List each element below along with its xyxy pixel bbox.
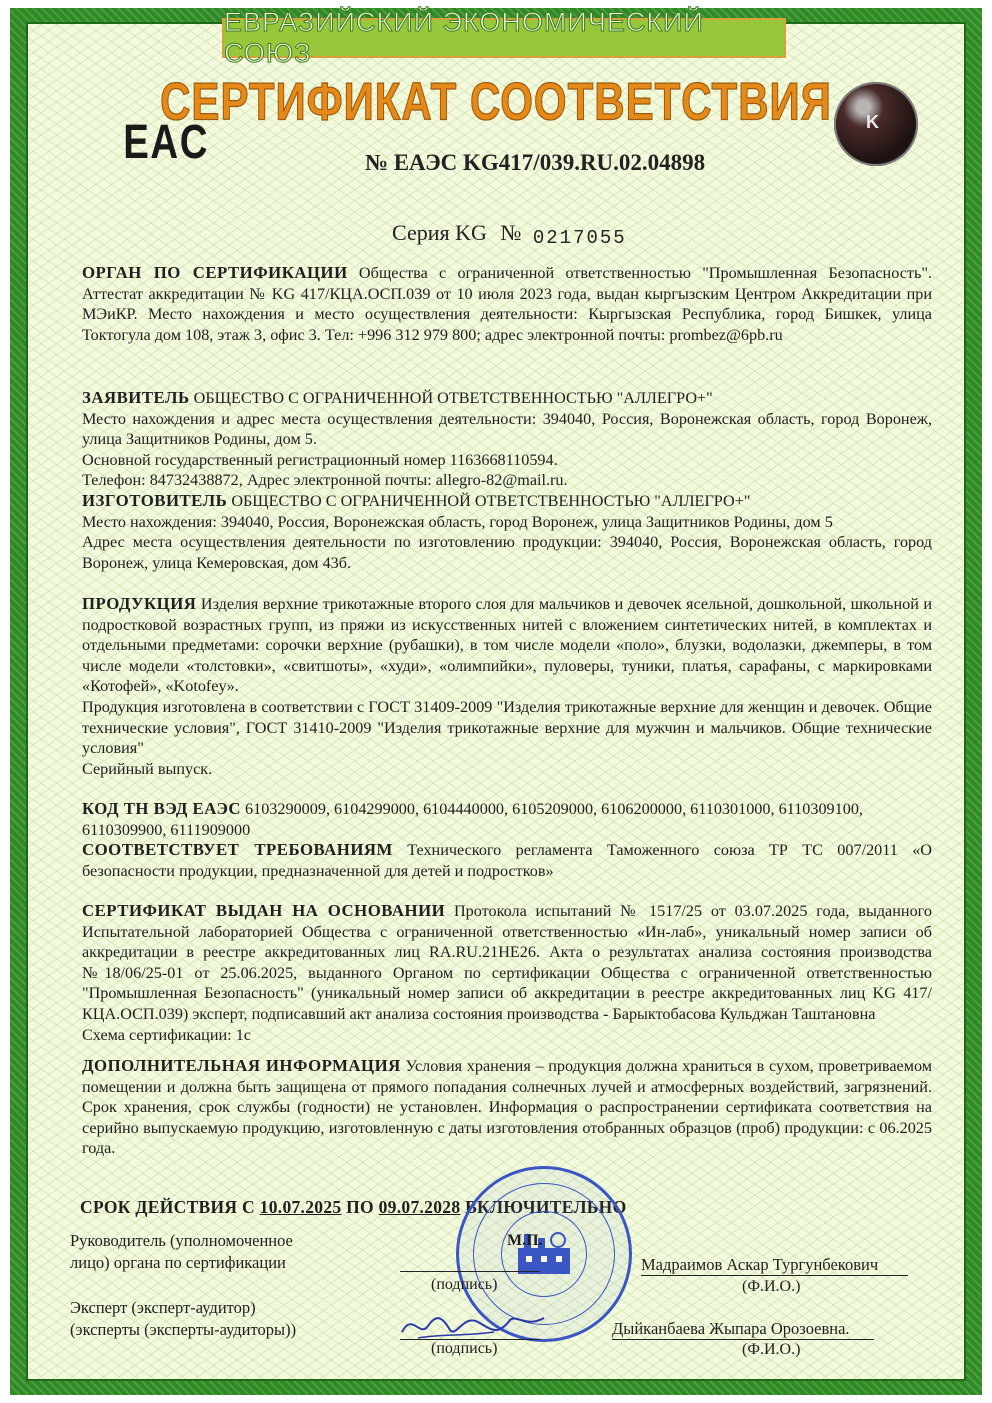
head-name-line: [641, 1275, 908, 1276]
applicant-contacts: Телефон: 84732438872, Адрес электронной почты: allegro-82@mail.ru.: [82, 471, 568, 490]
section-hs-code: [82, 799, 932, 840]
product-heading: ПРОДУКЦИЯ: [82, 594, 197, 613]
expert-name-caption: (Ф.И.О.): [742, 1341, 801, 1358]
expert-signature-caption: (подпись): [431, 1340, 498, 1357]
section-compliance: [82, 840, 932, 881]
cert-body-text: Общества с ограниченной ответственностью "Промышленная Безопасность". Аттестат аккредитации № KG 417/КЦА.ОСП.039 от 10 июля 2023 года, выдан кыргызским Центром Аккредитации при МЭиКР. Место нахождения и место осуществления деятельности: Кыргызская Республика, город Бишкек, улица Токтогула дом 108, этаж 3, офис 3. Тел: +996 312 979 800; адрес электронной почты: prombez@6pb.ru: [82, 264, 932, 344]
expert-label-line1: Эксперт (эксперт-аудитор): [70, 1298, 256, 1317]
series-number-label: №: [500, 220, 522, 245]
seal-place-label: М.П.: [507, 1232, 543, 1249]
manufacturer-heading: ИЗГОТОВИТЕЛЬ: [82, 491, 228, 510]
applicant-address: Место нахождения и адрес места осуществления деятельности: 394040, Россия, Воронежская область, город Воронеж, улица Защитников Родины, дом 5.: [82, 409, 932, 449]
compliance-text: Технического регламента Таможенного союза ТР ТС 007/2011 «О безопасности продукции, предназначенной для детей и подростков»: [82, 841, 933, 880]
validity-prefix: СРОК ДЕЙСТВИЯ С: [80, 1197, 255, 1217]
series-label: Серия KG: [392, 220, 487, 245]
additional-text: Условия хранения – продукция должна храниться в сухом, проветриваемом помещении и должна быть защищена от прямого попадания солнечных лучей и атмосферных воздействий, загрязнений. Срок хранения, срок службы (годности) не установлен. Информация о распространении сертификата соответствия на серийно выпускаемую продукцию, изготовленную с даты изготовления отобранных образцов (проб) продукции: с 06.2025 года.: [82, 1057, 933, 1158]
section-manufacturer: [82, 491, 932, 573]
applicant-ogrn: Основной государственный регистрационный номер 1163668110594.: [82, 450, 558, 469]
certificate-title: СЕРТИФИКАТ СООТВЕТСТВИЯ: [160, 72, 832, 131]
cert-body-heading: ОРГАН ПО СЕРТИФИКАЦИИ: [82, 263, 348, 282]
section-product: [82, 594, 932, 779]
head-signature-line: [400, 1271, 540, 1272]
head-signature-caption: (подпись): [431, 1276, 498, 1293]
certificate-number: № ЕАЭС KG417/039.RU.02.04898: [364, 150, 706, 175]
hs-code-text: 6103290009, 6104299000, 6104440000, 6105209000, 6106200000, 6110301000, 6110309100, 6110309900, 6111909000: [82, 800, 863, 839]
series-line: [392, 220, 627, 249]
validity-suffix: ВКЛЮЧИТЕЛЬНО: [465, 1197, 627, 1217]
eaeu-banner: [222, 7, 786, 68]
validity-from: 10.07.2025: [259, 1197, 342, 1217]
expert-name-line: [612, 1339, 874, 1340]
basis-text: Протокола испытаний № 1517/25 от 03.07.2025 года, выданного Испытательной лабораторией Общества с ограниченной ответственностью «Ин-лаб», уникальный номер записи об аккредитации в реестре аккредитованных лиц RA.RU.21НЕ26. Акта о результатах анализа состояния производства №18/06/25-01 от 25.06.2025, выданного Органом по сертификации Общества с ограниченной ответственностью "Промышленная Безопасность" (уникальный номер записи об аккредитации в реестре аккредитованных лиц KG 417/КЦА.ОСП.039) эксперт, подписавший акт анализа состояния производства - Барыктобасова Кульджан Таштановна: [82, 902, 932, 1023]
product-release: Серийный выпуск.: [82, 759, 213, 778]
product-standards: Продукция изготовлена в соответствии с ГОСТ 31409-2009 "Изделия трикотажные верхние для женщин и девочек. Общие технические условия", ГОСТ 31410-2009 "Изделия трикотажные верхние для мужчин и мальчиков. Общие технические условия": [82, 697, 932, 758]
section-additional: [82, 1056, 932, 1159]
section-basis: [82, 901, 932, 1045]
banner-text: ЕВРАЗИЙСКИЙ ЭКОНОМИЧЕСКИЙ СОЮЗ: [224, 7, 704, 68]
expert-label-line2: (эксперты (эксперты-аудиторы)): [70, 1320, 297, 1339]
manufacturer-production-address: Адрес места осуществления деятельности по изготовлению продукции: 394040, Россия, Воронежская область, город Воронеж, улица Кемеровская, дом 43б.: [82, 533, 932, 572]
applicant-name: ОБЩЕСТВО С ОГРАНИЧЕННОЙ ОТВЕТСТВЕННОСТЬЮ "АЛЛЕГРО+": [193, 389, 713, 407]
basis-scheme: Схема сертификации: 1с: [82, 1025, 251, 1044]
stamp-core: [501, 1211, 587, 1297]
section-applicant: [82, 388, 932, 491]
additional-heading: ДОПОЛНИТЕЛЬНАЯ ИНФОРМАЦИЯ: [82, 1056, 401, 1075]
compliance-heading: СООТВЕТСТВУЕТ ТРЕБОВАНИЯМ: [82, 840, 393, 859]
expert-name: Дыйканбаева Жыпара Орозоевна.: [612, 1319, 850, 1338]
hs-code-heading: КОД ТН ВЭД ЕАЭС: [82, 799, 241, 818]
eac-mark-logo: EAC: [123, 116, 210, 169]
product-text: Изделия верхние трикотажные второго слоя для мальчиков и девочек ясельной, дошкольной, школьной и подростковой возрастных групп, из пряжи из искусственных нитей с вложением синтетических нитей, в комплектах и отдельными предметами: сорочки верхние (рубашки), в том числе модели «поло», блузки, водолазки, джемперы, в том числе модели «толстовки», «свитшоты», «худи», «олимпийки», пуловеры, туники, платья, сарафаны, с маркировками «Котофей», «Kotofey».: [82, 595, 933, 696]
validity-middle: ПО: [346, 1197, 374, 1217]
validity-to: 09.07.2028: [378, 1197, 461, 1217]
basis-heading: СЕРТИФИКАТ ВЫДАН НА ОСНОВАНИИ: [82, 901, 446, 920]
manufacturer-address: Место нахождения: 394040, Россия, Воронежская область, город Воронеж, улица Защитников Родины, дом 5: [82, 512, 833, 531]
applicant-heading: ЗАЯВИТЕЛЬ: [82, 388, 190, 407]
head-label-line2: лицо) органа по сертификации: [70, 1253, 286, 1272]
head-signature-label: [70, 1230, 350, 1274]
head-name-caption: (Ф.И.О.): [742, 1278, 801, 1295]
manufacturer-name: ОБЩЕСТВО С ОГРАНИЧЕННОЙ ОТВЕТСТВЕННОСТЬЮ "АЛЛЕГРО+": [231, 492, 751, 510]
section-cert-body: [82, 263, 932, 345]
head-name: Мадраимов Аскар Тургунбекович: [641, 1255, 879, 1274]
hologram-letter: K: [866, 112, 879, 132]
expert-signature-label: [70, 1297, 350, 1341]
head-label-line1: Руководитель (уполномоченное: [70, 1231, 293, 1250]
series-number: 0217055: [532, 227, 627, 249]
